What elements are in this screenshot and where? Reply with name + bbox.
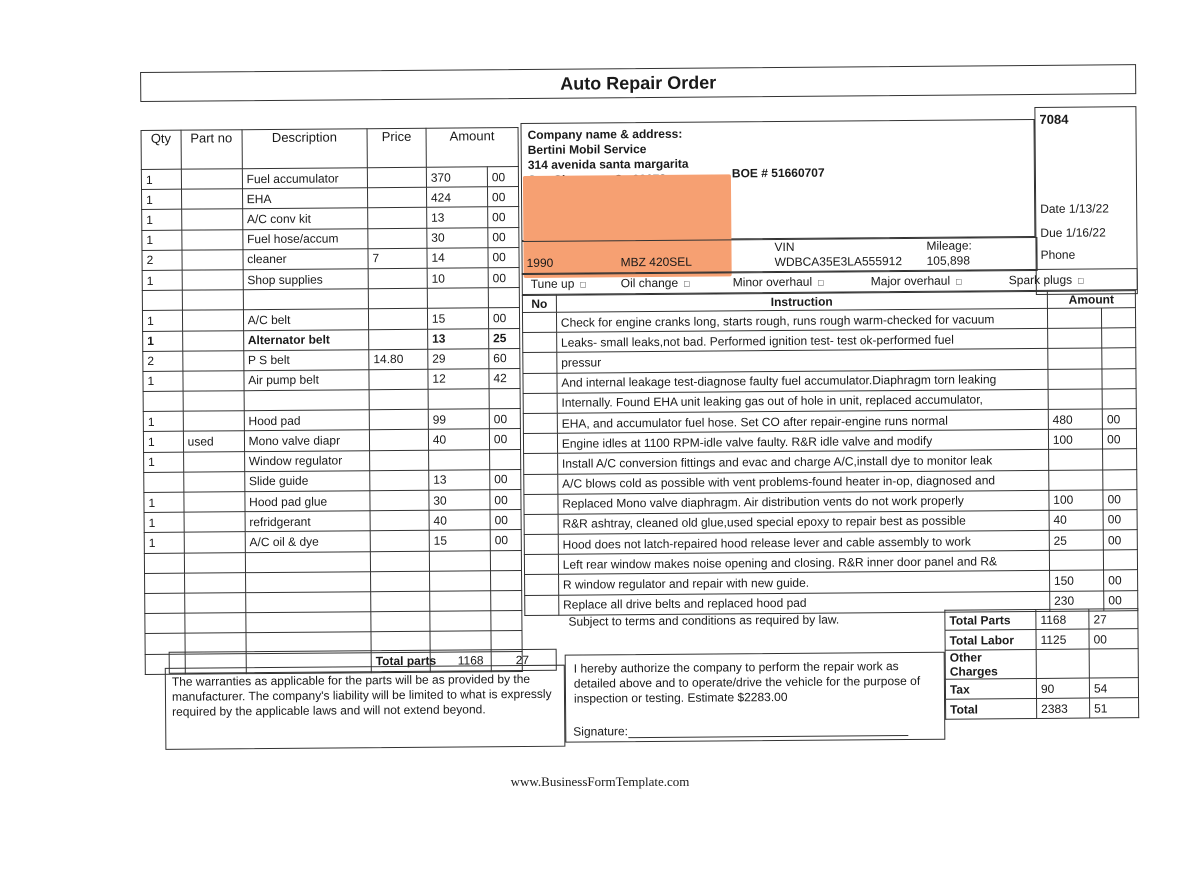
price-header: Price <box>367 128 426 167</box>
amount-cell: 370 <box>426 167 487 188</box>
labor-cents-cell <box>1104 550 1138 570</box>
labor-cents-cell: 00 <box>1104 570 1138 590</box>
part-no-cell <box>182 290 243 311</box>
description-cell: Fuel hose/accum <box>242 228 367 249</box>
instruction-text-cell: R window regulator and repair with new guide. <box>558 571 1049 595</box>
oil-change-option <box>621 276 690 291</box>
qty-cell: 1 <box>144 492 184 512</box>
instruction-no-cell <box>525 575 559 595</box>
labor-amount-cell <box>1047 328 1101 349</box>
instruction-no-cell <box>524 454 558 474</box>
instruction-text-cell: Internally. Found EHA unit leaking gas out of hole in unit, replaced accumulator, <box>557 389 1048 413</box>
instruction-text-cell: Replaced Mono valve diaphragm. Air distribution vents do not work properly <box>558 490 1049 514</box>
qty-cell: 2 <box>143 351 183 371</box>
amount-cell: 15 <box>429 530 490 551</box>
description-cell: refridgerant <box>245 511 370 532</box>
part-no-cell <box>182 249 243 270</box>
instruction-text-cell: Check for engine cranks long, starts rough, runs rough warm-checked for vacuum <box>556 308 1047 332</box>
totals-amount: 2383 <box>1037 698 1090 718</box>
totals-label: Total <box>946 698 1037 719</box>
total-parts-cents: 27 <box>515 652 530 668</box>
description-cell: Air pump belt <box>244 370 369 391</box>
totals-cents: 00 <box>1089 629 1138 649</box>
price-cell <box>368 268 427 289</box>
price-cell <box>371 611 430 632</box>
instruction-text-cell: Leaks- small leaks,not bad. Performed ignition test- test ok-performed fuel <box>556 329 1047 353</box>
part-no-cell <box>182 350 243 371</box>
vin-label: VIN <box>774 239 795 255</box>
price-cell <box>370 551 429 572</box>
qty-cell: 2 <box>142 250 182 270</box>
labor-cents-cell: 00 <box>1104 590 1138 610</box>
part-no-cell <box>182 330 243 351</box>
labor-amount-cell <box>1048 369 1102 390</box>
cents-cell: 00 <box>490 530 521 550</box>
spark-plugs-checkbox[interactable]: □ <box>1078 275 1084 286</box>
totals-row <box>946 698 1139 720</box>
cents-cell <box>490 570 521 590</box>
price-cell <box>368 309 427 330</box>
labor-amount-cell: 100 <box>1049 490 1103 511</box>
phone-label: Phone <box>1040 247 1076 262</box>
spark-plugs-option <box>1009 273 1084 288</box>
qty-cell: 1 <box>144 533 184 553</box>
order-date: Date 1/13/22 <box>1040 201 1109 216</box>
labor-amount-cell: 480 <box>1048 409 1102 430</box>
cents-cell <box>488 288 519 308</box>
description-cell <box>243 289 368 310</box>
cents-cell: 00 <box>488 247 519 267</box>
part-no-cell <box>183 451 244 472</box>
price-cell <box>367 167 426 188</box>
instruction-text-cell: Left rear window makes noise opening and closing. R&R inner door panel and R& <box>558 551 1049 575</box>
amount-cell <box>427 288 488 309</box>
minor-overhaul-option <box>733 275 824 290</box>
labor-cents-cell <box>1102 328 1136 348</box>
part-no-cell <box>184 512 245 533</box>
cents-cell <box>490 550 521 570</box>
cents-cell: 00 <box>490 490 521 510</box>
minor-overhaul-label: Minor overhaul <box>732 274 813 290</box>
price-cell <box>369 409 428 430</box>
cents-cell: 60 <box>489 348 520 368</box>
qty-cell: 1 <box>143 411 183 431</box>
amount-cell: 99 <box>428 409 489 430</box>
qty-cell <box>145 613 185 633</box>
part-no-cell <box>184 552 245 573</box>
part-no-header: Part no <box>181 130 242 169</box>
totals-amount: 1168 <box>1036 609 1089 629</box>
oil-change-checkbox[interactable]: □ <box>684 278 690 289</box>
labor-cents-cell <box>1102 368 1136 388</box>
price-cell <box>369 430 428 451</box>
cents-cell <box>489 389 520 409</box>
cents-cell: 00 <box>489 409 520 429</box>
part-no-cell <box>184 572 245 593</box>
footer-url: www.BusinessFormTemplate.com <box>510 774 690 789</box>
vehicle-year: 1990 <box>526 255 554 270</box>
company-street: 314 avenida santa margarita <box>527 156 689 172</box>
part-no-cell <box>181 209 242 230</box>
instruction-no-cell <box>524 514 558 534</box>
price-cell <box>370 450 429 471</box>
part-no-cell <box>182 310 243 331</box>
qty-cell: 1 <box>142 210 182 230</box>
tune-up-checkbox[interactable]: □ <box>580 279 586 290</box>
authorization-text: I hereby authorize the company to perform the repair work as detailed above and to operate/drive the vehicle for the purpose of inspection or testing. Estimate $2283.00 <box>565 652 946 743</box>
cents-cell: 42 <box>489 368 520 388</box>
part-no-cell <box>184 492 245 513</box>
amount-cell <box>429 571 490 592</box>
cents-cell: 25 <box>489 328 520 348</box>
instruction-text-cell: R&R ashtray, cleaned old glue,used special epoxy to repair best as possible <box>558 510 1049 534</box>
labor-amount-header: Amount <box>1047 291 1135 309</box>
amount-cell: 10 <box>427 268 488 289</box>
parts-table <box>141 127 523 675</box>
amount-cell: 29 <box>428 348 489 369</box>
labor-amount-cell <box>1049 550 1103 571</box>
description-cell: Shop supplies <box>243 269 368 290</box>
labor-cents-cell: 00 <box>1103 489 1137 509</box>
vin-value: WDBCA35E3LA555912 <box>774 254 903 270</box>
description-cell: cleaner <box>243 248 368 269</box>
part-no-cell <box>184 593 245 614</box>
cents-cell: 00 <box>488 207 519 227</box>
description-cell: Alternator belt <box>243 329 368 350</box>
price-cell <box>368 228 427 249</box>
instruction-no-cell <box>523 413 557 433</box>
instruction-no-cell <box>525 595 559 615</box>
amount-cell: 13 <box>427 328 488 349</box>
signature-field <box>573 722 908 739</box>
totals-body <box>945 609 1139 720</box>
total-parts-label: Total parts <box>375 653 437 669</box>
major-overhaul-checkbox[interactable]: □ <box>956 276 962 287</box>
totals-cents: 54 <box>1089 678 1138 698</box>
part-no-cell <box>183 411 244 432</box>
qty-cell: 1 <box>142 230 182 250</box>
major-overhaul-option <box>871 274 962 289</box>
instruction-body <box>522 308 1137 616</box>
price-cell <box>370 571 429 592</box>
description-cell <box>245 551 370 572</box>
part-no-cell <box>184 613 245 634</box>
instruction-no-cell <box>522 312 556 332</box>
qty-cell: 1 <box>142 270 182 290</box>
description-cell: Hood pad <box>244 410 369 431</box>
labor-cents-cell: 00 <box>1103 530 1137 550</box>
totals-amount: 1125 <box>1036 629 1089 649</box>
labor-cents-cell <box>1103 469 1137 489</box>
amount-cell: 13 <box>427 207 488 228</box>
amount-cell <box>430 611 491 632</box>
part-no-cell <box>181 189 242 210</box>
price-cell <box>370 510 429 531</box>
boe-number: BOE # 51660707 <box>731 165 825 181</box>
signature-line[interactable] <box>628 723 908 738</box>
part-no-cell <box>183 472 244 493</box>
labor-amount-cell <box>1049 469 1103 490</box>
repair-order-form <box>140 54 1141 762</box>
instruction-text-cell: Replace all drive belts and replaced hood pad <box>559 591 1050 615</box>
totals-cents: 27 <box>1089 609 1138 629</box>
cents-cell: 00 <box>490 510 521 530</box>
labor-cents-cell: 00 <box>1103 510 1137 530</box>
labor-amount-cell <box>1048 449 1102 470</box>
order-number: 7084 <box>1039 111 1069 127</box>
instruction-no-cell <box>523 332 557 352</box>
qty-cell: 1 <box>143 371 183 391</box>
instruction-no-cell <box>524 494 558 514</box>
amount-cell: 12 <box>428 369 489 390</box>
amount-cell <box>428 449 489 470</box>
labor-amount-cell: 150 <box>1049 570 1103 591</box>
cents-cell: 00 <box>488 308 519 328</box>
instruction-no-cell <box>523 353 557 373</box>
totals-amount: 90 <box>1036 678 1089 698</box>
instruction-text-cell: pressur <box>557 349 1048 373</box>
cents-cell: 00 <box>489 429 520 449</box>
qty-header: Qty <box>141 130 181 169</box>
amount-cell <box>429 550 490 571</box>
totals-row <box>945 609 1138 631</box>
totals-label: Other Charges <box>945 649 1036 679</box>
tune-up-label: Tune up <box>530 276 575 291</box>
amount-cell: 13 <box>429 470 490 491</box>
qty-cell: 1 <box>143 432 183 452</box>
labor-amount-cell <box>1047 308 1101 329</box>
cents-cell: 00 <box>487 187 518 207</box>
instruction-no-cell <box>523 393 557 413</box>
labor-amount-cell: 100 <box>1048 429 1102 450</box>
amount-header: Amount <box>426 128 518 168</box>
company-label: Company name & address: <box>527 126 683 142</box>
qty-cell <box>143 391 183 411</box>
part-no-cell: used <box>183 431 244 452</box>
amount-cell: 30 <box>429 490 490 511</box>
major-overhaul-label: Major overhaul <box>870 273 951 289</box>
order-info-column <box>1034 106 1137 295</box>
parts-body <box>141 167 522 675</box>
description-cell: Mono valve diapr <box>244 430 369 451</box>
amount-cell: 14 <box>427 248 488 269</box>
totals-cents <box>1089 649 1138 678</box>
price-cell <box>367 187 426 208</box>
description-cell: Hood pad glue <box>245 491 370 512</box>
company-block <box>520 119 1035 241</box>
price-cell <box>371 591 430 612</box>
instruction-no-cell <box>524 554 558 574</box>
warranty-text: The warranties as applicable for the parts will be as provided by the manufacturer. The company's liability will be limited to what is expressly required by the applicable laws and will not extend beyond. <box>165 665 566 750</box>
description-cell <box>244 390 369 411</box>
company-name: Bertini Mobil Service <box>527 142 647 157</box>
instruction-text-cell: Engine idles at 1100 RPM-idle valve faulty. R&R idle valve and modify <box>557 430 1048 454</box>
amount-cell <box>428 389 489 410</box>
form-title: Auto Repair Order <box>140 64 1136 102</box>
instruction-table <box>522 290 1139 616</box>
cents-cell <box>489 449 520 469</box>
tune-up-option <box>531 277 586 291</box>
description-cell <box>245 571 370 592</box>
description-cell: EHA <box>242 188 367 209</box>
qty-cell <box>145 593 185 613</box>
description-cell: A/C conv kit <box>242 208 367 229</box>
labor-cents-cell <box>1102 388 1136 408</box>
labor-cents-cell: 00 <box>1102 409 1136 429</box>
mileage-label: Mileage: <box>926 238 972 253</box>
qty-cell <box>144 553 184 573</box>
price-cell <box>368 208 427 229</box>
signature-label: Signature: <box>573 724 629 739</box>
qty-cell <box>145 573 185 593</box>
labor-amount-cell <box>1048 389 1102 410</box>
parts-header-row <box>141 128 518 170</box>
part-no-cell <box>183 371 244 392</box>
totals-amount <box>1036 649 1089 678</box>
labor-amount-cell: 40 <box>1049 510 1103 531</box>
part-no-cell <box>184 532 245 553</box>
instruction-header: Instruction <box>556 291 1047 312</box>
description-cell: A/C oil & dye <box>245 531 370 552</box>
terms-text: Subject to terms and conditions as required by law. <box>568 612 840 629</box>
totals-cents: 51 <box>1090 698 1139 718</box>
cents-cell: 00 <box>490 469 521 489</box>
totals-label: Tax <box>945 678 1036 699</box>
description-cell <box>245 592 370 613</box>
instruction-no-cell <box>524 474 558 494</box>
qty-cell: 1 <box>144 512 184 532</box>
cents-cell <box>491 611 522 631</box>
price-cell <box>369 389 428 410</box>
price-cell <box>369 369 428 390</box>
labor-amount-cell: 230 <box>1049 591 1103 612</box>
totals-label: Total Labor <box>945 629 1036 650</box>
vehicle-model: MBZ 420SEL <box>620 254 693 270</box>
instruction-text-cell: And internal leakage test-diagnose faulty fuel accumulator.Diaphragm torn leaking <box>557 369 1048 393</box>
instruction-text-cell: Hood does not latch-repaired hood release lever and cable assembly to work <box>558 530 1049 554</box>
amount-cell <box>430 591 491 612</box>
instruction-text-cell: A/C blows cold as possible with vent problems-found heater in-op, diagnosed and <box>558 470 1049 494</box>
description-cell: Fuel accumulator <box>242 168 367 189</box>
price-cell <box>370 531 429 552</box>
description-cell: Window regulator <box>244 450 369 471</box>
due-date: Due 1/16/22 <box>1040 225 1106 240</box>
amount-cell: 15 <box>427 308 488 329</box>
total-parts-amount: 1168 <box>457 653 484 668</box>
instruction-no-cell <box>523 433 557 453</box>
description-cell: Slide guide <box>244 471 369 492</box>
amount-cell: 30 <box>427 227 488 248</box>
qty-cell: 1 <box>142 189 182 209</box>
qty-cell: 1 <box>143 331 183 351</box>
part-no-cell <box>181 229 242 250</box>
qty-cell <box>142 290 182 310</box>
labor-cents-cell <box>1102 308 1136 328</box>
description-header: Description <box>242 129 368 169</box>
labor-amount-cell: 25 <box>1049 530 1103 551</box>
qty-cell: 1 <box>142 310 182 330</box>
totals-table <box>944 608 1139 720</box>
price-cell: 7 <box>368 248 427 269</box>
description-cell: A/C belt <box>243 309 368 330</box>
price-cell <box>370 490 429 511</box>
instruction-no-cell <box>523 373 557 393</box>
no-header: No <box>522 295 556 312</box>
instruction-text-cell: Install A/C conversion fittings and evac and charge A/C,install dye to monitor leak <box>557 450 1048 474</box>
description-cell: P S belt <box>243 349 368 370</box>
labor-cents-cell <box>1102 348 1136 368</box>
price-cell <box>370 470 429 491</box>
cents-cell: 00 <box>487 167 518 187</box>
minor-overhaul-checkbox[interactable]: □ <box>818 277 824 288</box>
amount-cell: 40 <box>429 510 490 531</box>
totals-row <box>945 629 1138 651</box>
qty-cell: 1 <box>141 169 181 189</box>
oil-change-label: Oil change <box>620 275 679 291</box>
labor-cents-cell: 00 <box>1103 429 1137 449</box>
mileage-value: 105,898 <box>926 253 971 268</box>
cents-cell: 00 <box>488 227 519 247</box>
description-cell <box>246 612 371 633</box>
spark-plugs-label: Spark plugs <box>1008 272 1073 288</box>
qty-cell <box>144 472 184 492</box>
part-no-cell <box>182 270 243 291</box>
cents-cell: 00 <box>488 267 519 287</box>
cents-cell <box>491 590 522 610</box>
price-cell: 14.80 <box>369 349 428 370</box>
labor-cents-cell <box>1103 449 1137 469</box>
totals-row <box>945 678 1138 700</box>
instruction-text-cell: EHA, and accumulator fuel hose. Set CO after repair-engine runs normal <box>557 409 1048 433</box>
amount-cell: 424 <box>426 187 487 208</box>
totals-label: Total Parts <box>945 609 1036 630</box>
price-cell <box>369 329 428 350</box>
totals-row <box>945 649 1138 680</box>
part-no-cell <box>181 169 242 190</box>
instruction-no-cell <box>524 534 558 554</box>
qty-cell: 1 <box>144 452 184 472</box>
amount-cell: 40 <box>428 429 489 450</box>
part-no-cell <box>183 391 244 412</box>
labor-amount-cell <box>1048 348 1102 369</box>
price-cell <box>368 288 427 309</box>
